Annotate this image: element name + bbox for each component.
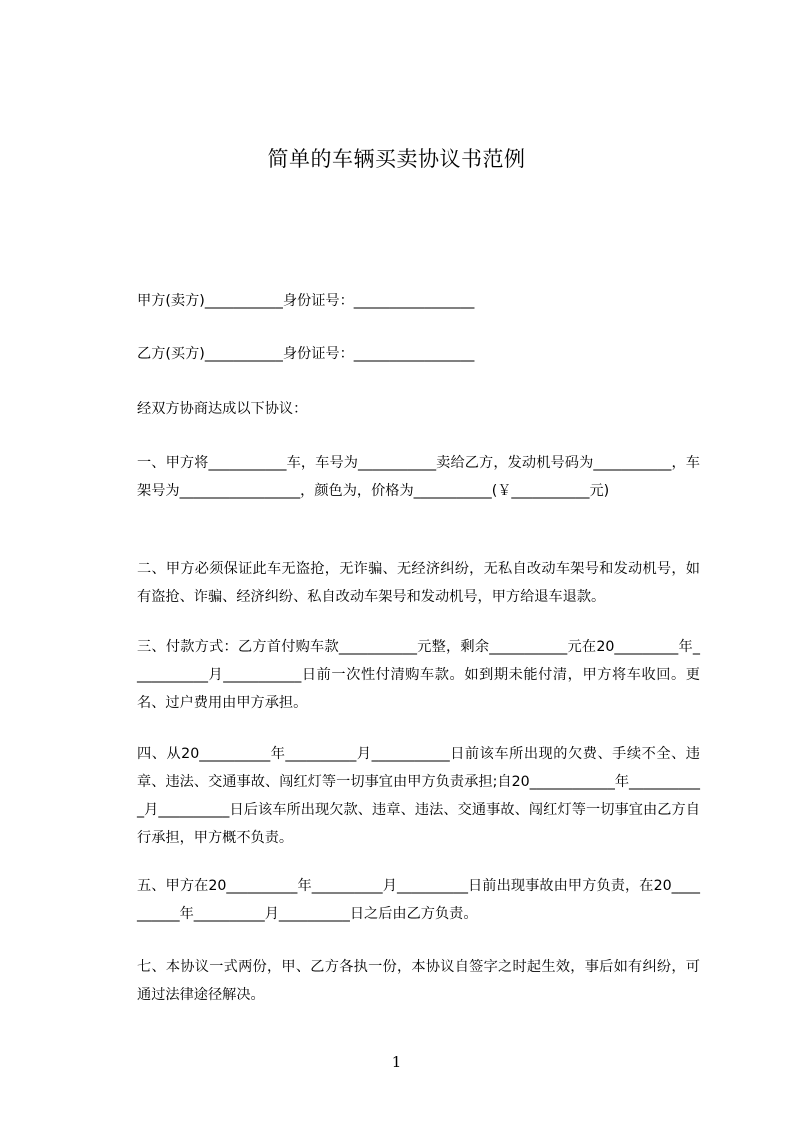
intro-text: 经双方协商达成以下协议： — [137, 401, 308, 417]
clause-1: 一、甲方将___________车，车号为___________卖给乙方，发动机号码为___________，车架号为_________________，颜色为，价格为___________(￥___________元) — [137, 455, 700, 499]
party-a-line: 甲方(卖方)___________身份证号：_________________ — [137, 293, 475, 309]
page-number: 1 — [391, 1053, 402, 1071]
party-b-line: 乙方(买方)___________身份证号：_________________ — [137, 346, 475, 362]
document-title: 简单的车辆买卖协议书范例 — [267, 147, 526, 171]
clause-3: 三、付款方式：乙方首付购车款___________元整，剩余___________元在20_________年___________月___________日前一次性付清购车款。如到期未能付清，甲方将车收回。更名、过户费用由甲方承担。 — [137, 639, 700, 711]
clause-7: 七、本协议一式两份，甲、乙方各执一份，本协议自签字之时起生效，事后如有纠纷，可通过法律途径解决。 — [137, 959, 700, 1003]
clause-2: 二、甲方必须保证此车无盗抢，无诈骗、无经济纠纷，无私自改动车架号和发动机号，如有盗抢、诈骗、经济纠纷、私自改动车架号和发动机号，甲方给退车退款。 — [137, 561, 700, 605]
clause-5: 五、甲方在20__________年__________月__________日前出现事故由甲方负责，在20__________年__________月__________日之后由乙方负责。 — [137, 878, 700, 922]
clause-4: 四、从20__________年__________月___________日前该车所出现的欠费、手续不全、违章、违法、交通事故、闯红灯等一切事宜由甲方负责承担;自20____________年___________月__________日后该车所出现欠款、违章、违法、交通事故、闯红灯等一切事宜由乙方自行承担，甲方概不负责。 — [137, 746, 700, 846]
